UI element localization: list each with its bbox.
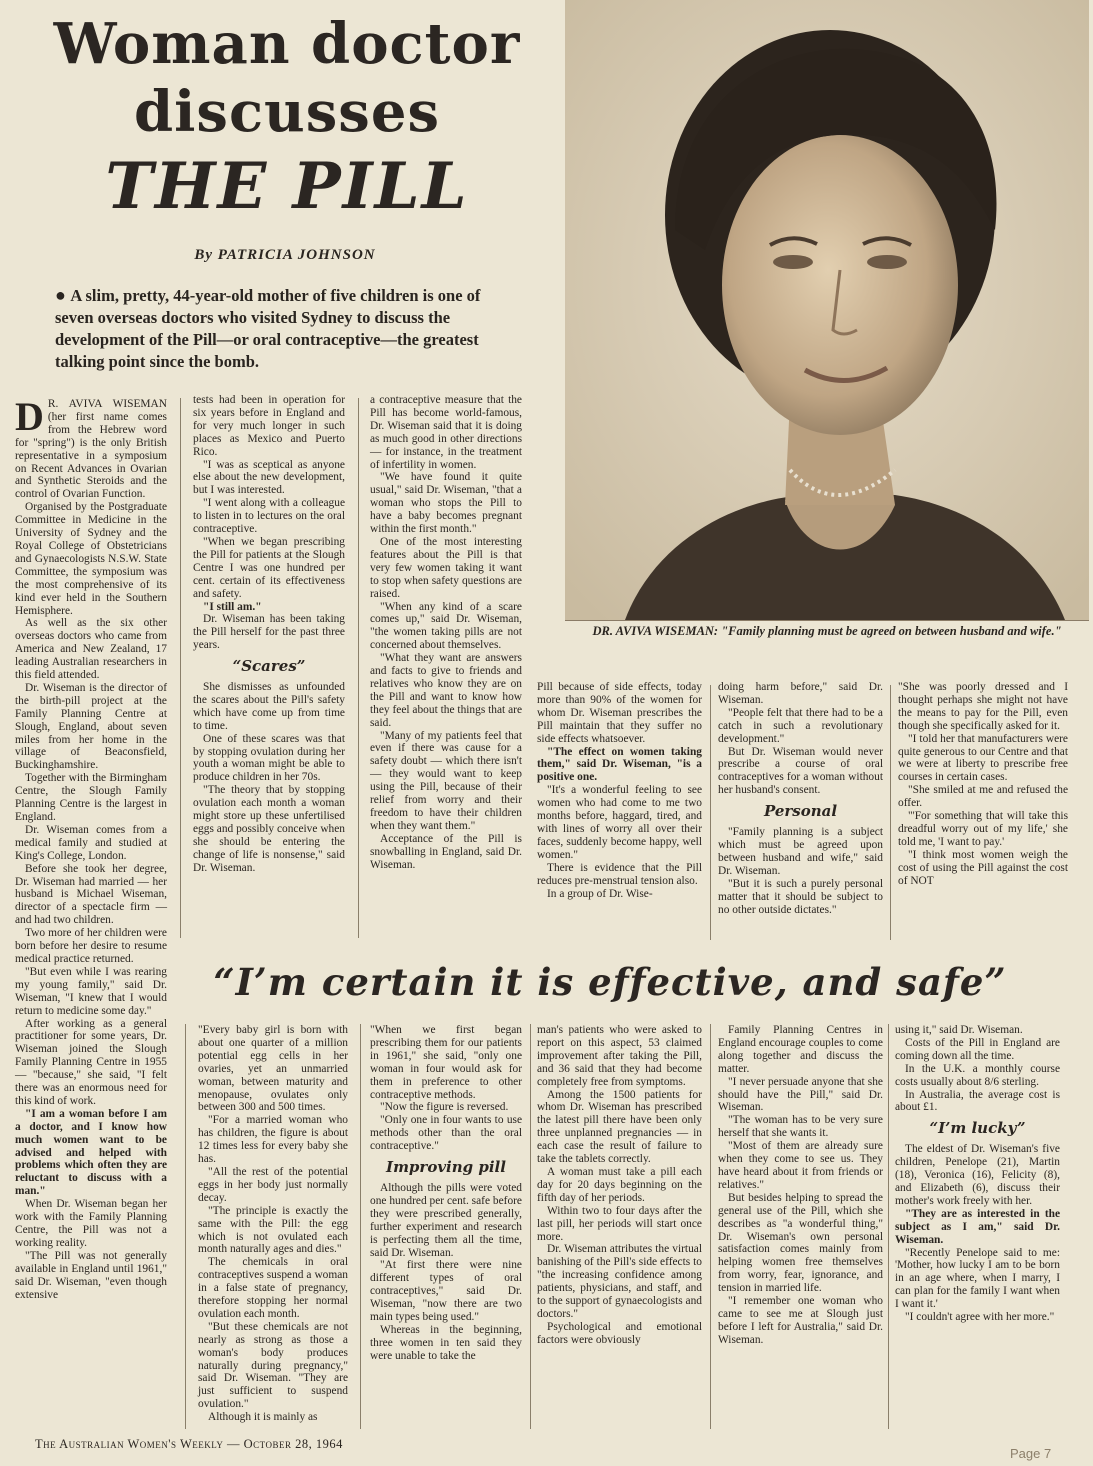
paragraph: In a group of Dr. Wise- xyxy=(547,887,653,900)
paragraph: "I am a woman before I am a doctor, and I know how much women want to be advised and helped with problems which often they are reluctant to discuss with a man." xyxy=(15,1107,167,1198)
paragraph: "Now the figure is reversed. xyxy=(380,1101,509,1114)
column-rule xyxy=(180,398,181,938)
portrait-illustration xyxy=(565,0,1089,620)
paragraph: After working as a general practitioner for some years, Dr. Wiseman joined the Slough Family Planning Centre in 1955 — "because," she said, "I felt there was an enormous need for this kind of work. xyxy=(15,1017,167,1107)
subhead-scares: “Scares” xyxy=(232,657,306,676)
paragraph: using it," said Dr. Wiseman. xyxy=(895,1024,1023,1036)
paragraph: But besides helping to spread the general use of the Pill, which she describes as "a wonderful thing," Dr. Wiseman's own personal satisfaction comes mainly from helping women free themselves from worry, fear, ignorance, and tension in married life. xyxy=(718,1191,883,1295)
paragraph: a contraceptive measure that the Pill has become world-famous, Dr. Wiseman said that it is doing as much good in other directions — for instance, in the treatment of infertility in women. xyxy=(370,394,522,471)
paragraph: Acceptance of the Pill is snowballing in England, said Dr. Wiseman. xyxy=(370,832,522,871)
paragraph: "But it is such a purely personal matter that it should be subject to no other outside dictates." xyxy=(718,877,883,916)
column-3 xyxy=(370,394,522,872)
paragraph: One of these scares was that by stopping ovulation during her youth a woman might be able to produce children in her 70s. xyxy=(193,732,345,784)
paragraph: The chemicals in oral contraceptives suspend a woman in a false state of pregnancy, therefore stopping her normal ovulation each month. xyxy=(198,1256,348,1320)
paragraph: doing harm before," said Dr. Wiseman. xyxy=(718,681,883,706)
paragraph: The eldest of Dr. Wiseman's five children, Penelope (21), Martin (18), Veronica (16), Felicity (8), and Elizabeth (6), discuss their mother's work freely with her. xyxy=(895,1143,1060,1207)
paragraph: "What they want are answers and facts to give to friends and relatives who know they are on the Pill and want to know how they feel about the things that are said. xyxy=(370,652,522,729)
paragraph: One of the most interesting features about the Pill is that very few women taking it want to stop when safety questions are raised. xyxy=(370,535,522,600)
paragraph: Family Planning Centres in England encourage couples to come along together and discuss the matter. xyxy=(718,1024,883,1075)
paragraph: Although it is mainly as xyxy=(208,1411,318,1424)
paragraph: "Most of them are already sure when they come to see us. They have heard about it from friends or relatives." xyxy=(718,1140,883,1191)
page-number: Page 7 xyxy=(1010,1446,1052,1461)
paragraph: "She was poorly dressed and I thought perhaps she might not have the means to pay for the Pill, even though she specifically asked for it. xyxy=(898,681,1068,732)
paragraph: "People felt that there had to be a catch in such a revolutionary development." xyxy=(718,706,883,745)
paragraph: "I never persuade anyone that she should have the Pill," said Dr. Wiseman. xyxy=(718,1075,883,1114)
paragraph: When Dr. Wiseman began her work with the Family Planning Centre, the Pill was not a working reality. xyxy=(15,1198,167,1249)
paragraph: "All the rest of the potential eggs in her body just normally decay. xyxy=(198,1165,348,1204)
paragraph: There is evidence that the Pill reduces pre-menstrual tension also. xyxy=(537,861,702,887)
paragraph: "I was as sceptical as anyone else about the new development, but I was interested. xyxy=(193,458,345,497)
paragraph: Before she took her degree, Dr. Wiseman had married — her husband is Michael Wiseman, director of a spectacle firm — and had two children. xyxy=(15,862,167,927)
paragraph: "Only one in four wants to use methods other than the oral contraceptive." xyxy=(370,1114,522,1153)
paragraph: "At first there were nine different types of oral contraceptives," said Dr. Wiseman, "now there are two main types being used." xyxy=(370,1259,522,1324)
paragraph: tests had been in operation for six years before in England and for very much longer in such places as Mexico and Puerto Rico. xyxy=(193,394,345,458)
subhead-personal: Personal xyxy=(763,802,838,821)
paragraph: "I think most women weigh the cost of using the Pill against the cost of NOT xyxy=(898,848,1068,887)
column-7 xyxy=(198,1024,348,1424)
column-rule xyxy=(360,1024,361,1429)
byline: By PATRICIA JOHNSON xyxy=(194,247,376,263)
column-8 xyxy=(370,1024,522,1363)
paragraph: "I told her that manufacturers were quite generous to our Centre and that we were at liberty to prescribe free courses in certain cases. xyxy=(898,732,1068,784)
paragraph: Dr. Wiseman attributes the virtual banishing of the Pill's side effects to "the increasing confidence among patients, physicians, and staff, and to the support of gynaecologists and doctors." xyxy=(537,1243,702,1320)
column-rule xyxy=(710,1024,711,1429)
column-10 xyxy=(718,1024,883,1347)
drop-cap: D xyxy=(15,394,44,439)
column-4 xyxy=(537,681,702,900)
paragraph: Although the pills were voted one hundred per cent. safe before they were prescribed generally, further experiment and research is perfecting them all the time, said Dr. Wiseman. xyxy=(370,1181,522,1259)
column-rule xyxy=(358,398,359,938)
headline-line-3: THE PILL xyxy=(105,149,469,224)
paragraph: Pill because of side effects, today more than 90% of the women for whom Dr. Wiseman prescribes the Pill maintain that they suffer no side effects whatsoever. xyxy=(537,681,702,745)
paragraph: In the U.K. a monthly course costs usually about 8/6 sterling. xyxy=(895,1062,1060,1088)
column-5 xyxy=(718,681,883,916)
paragraph: Psychological and emotional factors were obviously xyxy=(537,1320,702,1346)
paragraph: She dismisses as unfounded the scares about the Pill's safety which have come up from time to time. xyxy=(193,681,345,732)
paragraph: Whereas in the beginning, three women in ten said they were unable to take the xyxy=(370,1323,522,1362)
paragraph: Two more of her children were born before her desire to resume medical practice returned. xyxy=(15,927,167,965)
photo-caption: DR. AVIVA WISEMAN: "Family planning must be agreed on between husband and wife." xyxy=(592,624,1062,638)
paragraph: "I went along with a colleague to listen in to lectures on the oral contraceptive. xyxy=(193,497,345,536)
paragraph: "We have found it quite usual," said Dr. Wiseman, "that a woman who stops the Pill to have a baby becomes pregnant within the first month." xyxy=(370,471,522,536)
paragraph: "I still am." xyxy=(203,600,262,613)
intro-text: A slim, pretty, 44-year-old mother of five children is one of seven overseas doctors who visited Sydney to discuss the development of the Pill—or oral contraceptive—the greatest talking point since the bomb. xyxy=(55,286,481,371)
column-rule xyxy=(710,685,711,940)
pull-quote: “I’m certain it is effective, and safe” xyxy=(213,960,1007,1004)
paragraph: Together with the Birmingham Centre, the Slough Family Planning Centre is the largest in England. xyxy=(15,772,167,823)
paragraph: "They are as interested in the subject as I am," said Dr. Wiseman. xyxy=(895,1207,1060,1246)
paragraph: "The Pill was not generally available in England until 1961," said Dr. Wiseman, "even though extensive xyxy=(15,1249,167,1301)
paragraph: "But these chemicals are not nearly as strong as those a woman's body produces naturally during pregnancy," said Dr. Wiseman. "They are just sufficient to suspend ovulation." xyxy=(198,1320,348,1411)
paragraph: "When we first began prescribing them for our patients in 1961," she said, "only one woman in four would ask for them in preference to other contraceptive methods. xyxy=(370,1024,522,1101)
column-2 xyxy=(193,394,345,875)
portrait-photo xyxy=(565,0,1089,621)
column-rule xyxy=(888,1024,889,1429)
paragraph: Organised by the Postgraduate Committee in Medicine in the University of Sydney and the Royal College of Obstetricians and Gynaecologists N.S.W. State Committee, the symposium was the most comprehensive of its kind ever held in the Southern Hemisphere. xyxy=(15,501,167,617)
page-footer: The Australian Women's Weekly — October 28, 1964 xyxy=(35,1437,343,1451)
paragraph: "I couldn't agree with her more." xyxy=(905,1311,1055,1324)
paragraph: Within two to four days after the last pill, her periods will start once more. xyxy=(537,1204,702,1243)
paragraph: "'For something that will take this dreadful worry out of my life,' she told me, 'I want to pay.' xyxy=(898,810,1068,848)
paragraph: "The effect on women taking them," said Dr. Wiseman, "is a positive one. xyxy=(537,745,702,784)
paragraph: "Recently Penelope said to me: 'Mother, how lucky I am to be born in an age where, when I marry, I can plan for the family I want when I want it.' xyxy=(895,1246,1060,1311)
paragraph: "I remember one woman who came to see me at Slough just before I left for Australia," said Dr. Wiseman. xyxy=(718,1295,883,1346)
paragraph: "But even while I was rearing my young family," said Dr. Wiseman, "I knew that I would return to medicine some day." xyxy=(15,965,167,1017)
column-rule xyxy=(185,1024,186,1429)
headline-line-1: Woman doctor xyxy=(53,11,521,77)
paragraph: "Many of my patients feel that even if there was cause for a safety doubt — which there isn't — they would want to keep using the Pill, because of their relief from worry and their freedom to have their children when they want them." xyxy=(370,729,522,832)
paragraph: A woman must take a pill each day for 20 days beginning on the fifth day of her periods. xyxy=(537,1165,702,1204)
paragraph: Dr. Wiseman has been taking the Pill herself for the past three years. xyxy=(193,613,345,652)
paragraph: Among the 1500 patients for whom Dr. Wiseman has prescribed the latest pill there have been only three unplanned pregnancies — in each case the result of failure to take the tablets correctly. xyxy=(537,1088,702,1166)
column-6 xyxy=(898,681,1068,888)
bullet-icon: ● xyxy=(55,285,71,305)
intro-paragraph xyxy=(55,284,495,373)
paragraph: "She smiled at me and refused the offer. xyxy=(898,784,1068,810)
subhead-lucky: “I’m lucky” xyxy=(929,1119,1026,1138)
paragraph: "When we began prescribing the Pill for patients at the Slough Centre I was one hundred per cent. certain of its effectiveness and safety. xyxy=(193,535,345,600)
paragraph: "When any kind of a scare comes up," said Dr. Wiseman, "the women taking pills are not concerned about themselves. xyxy=(370,600,522,652)
paragraph: In Australia, the average cost is about £1. xyxy=(895,1088,1060,1114)
paragraph: As well as the six other overseas doctors who came from America and New Zealand, 17 leading Australian researchers in this field attended. xyxy=(15,617,167,682)
paragraph: Dr. Wiseman is the director of the birth-pill project at the Family Planning Centre at Slough, England, about seven miles from her home in the village of Beaconsfield, Buckinghamshire. xyxy=(15,681,167,772)
headline-line-2: discusses xyxy=(134,79,440,145)
paragraph: man's patients who were asked to report on this aspect, 53 claimed improvement after taking the Pill, and 36 said that they had become completely free from symptoms. xyxy=(537,1024,702,1088)
paragraph: "The principle is exactly the same with the Pill: the egg which is not ovulated each month naturally ages and dies." xyxy=(198,1204,348,1256)
paragraph: "For a married woman who has children, the figure is about 12 times less for every baby she has. xyxy=(198,1114,348,1166)
paragraph: D R. AVIVA WISEMAN (her first name comes from the Hebrew word for "spring") is the only British representative in a symposium on Recent Advances in Ovarian and Synthetic Steroids and the control of Ovarian Function. xyxy=(15,394,167,501)
paragraph: "It's a wonderful feeling to see women who had come to me two months before, haggard, tired, and with lines of worry all over their faces, suddenly become happy, well women." xyxy=(537,784,702,861)
column-rule xyxy=(530,1024,531,1429)
column-1 xyxy=(15,394,167,1301)
column-rule xyxy=(890,685,891,940)
paragraph: Costs of the Pill in England are coming down all the time. xyxy=(895,1036,1060,1062)
paragraph: But Dr. Wiseman would never prescribe a course of oral contraceptives for a woman without her husband's consent. xyxy=(718,745,883,797)
paragraph: "Family planning is a subject which must be agreed upon between husband and wife," said Dr. Wiseman. xyxy=(718,826,883,877)
column-11 xyxy=(895,1024,1060,1324)
headline xyxy=(22,10,552,228)
paragraph: "The theory that by stopping ovulation each month a woman might store up these unfertilised eggs and possibly conceive when she should be entering the change of life is nonsense," said Dr. Wiseman. xyxy=(193,784,345,874)
paragraph: "Every baby girl is born with about one quarter of a million potential egg cells in her ovaries, yet an unmarried woman, between maturity and menopause, ovulates only between 300 and 500 times. xyxy=(198,1024,348,1114)
paragraph: "The woman has to be very sure herself that she wants it. xyxy=(718,1114,883,1140)
column-9 xyxy=(537,1024,702,1347)
paragraph: Dr. Wiseman comes from a medical family and studied at King's College, London. xyxy=(15,823,167,862)
subhead-improving-pill: Improving pill xyxy=(386,1158,506,1177)
